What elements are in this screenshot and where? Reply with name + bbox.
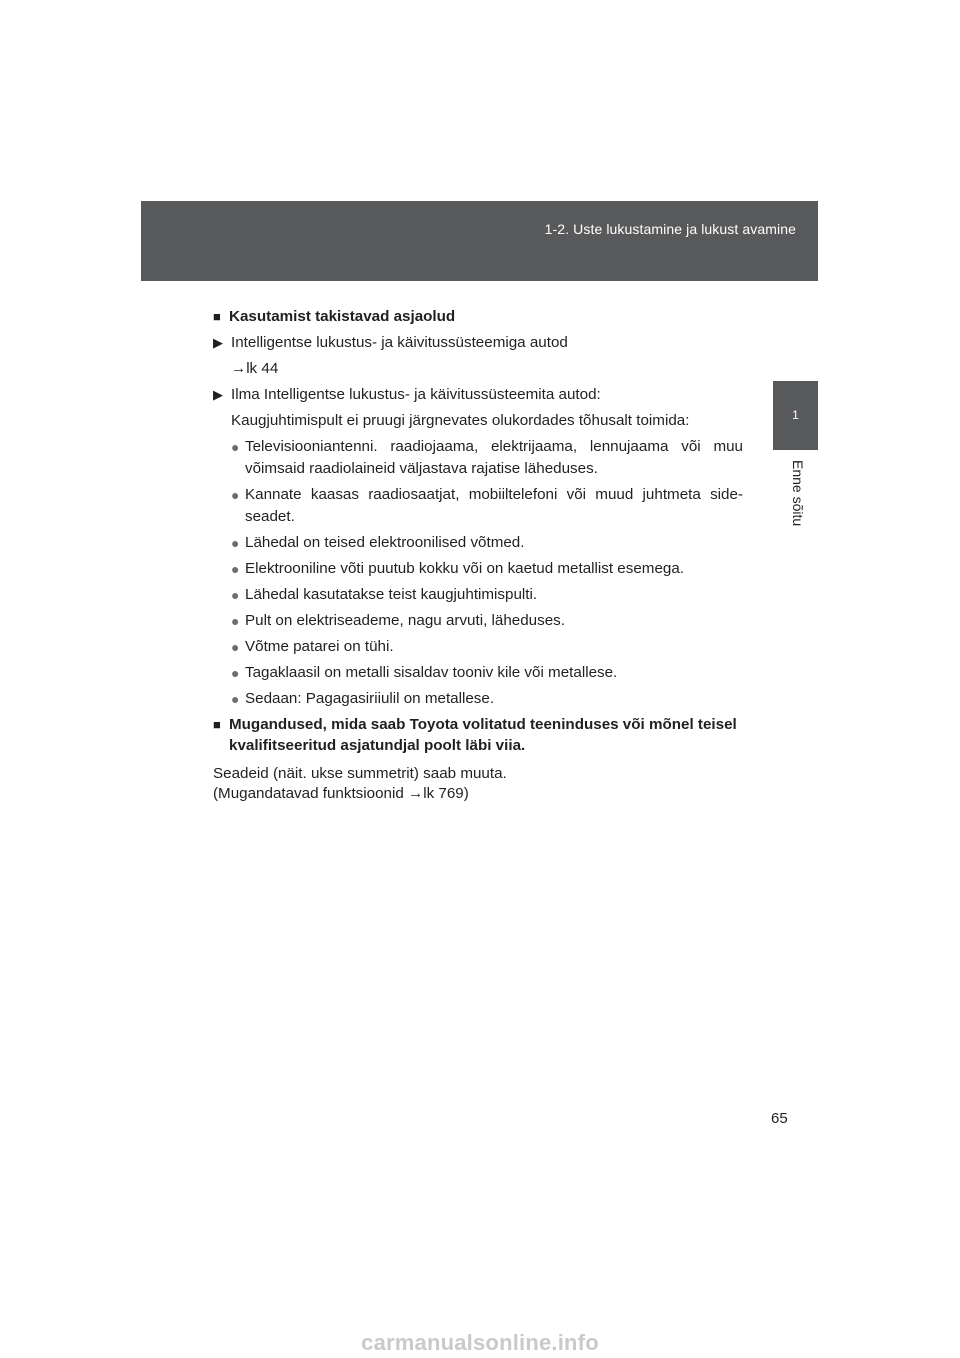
section-heading-text: Mugandused, mida saab Toyota volitatud teeninduses või mõnel teisel kvalifitseeritud asjatundjal poolt läbi viia. bbox=[229, 716, 737, 754]
bullet-icon: ● bbox=[231, 665, 240, 681]
section-heading-text: Kasutamist takistavad asjaolud bbox=[229, 308, 456, 325]
list-item-text: Kannate kaasas raadiosaatjat, mobiiltelefoni või muud juhtmeta side-seadet. bbox=[245, 486, 743, 525]
page-number: 65 bbox=[771, 1110, 788, 1127]
bullet-list bbox=[213, 436, 743, 710]
list-item-text: Pult on elektriseademe, nagu arvuti, läheduses. bbox=[245, 612, 565, 629]
bullet-icon: ● bbox=[231, 613, 240, 629]
note-reference: (Mugandatavad funktsioonid →lk 769) bbox=[213, 785, 469, 802]
list-item bbox=[231, 636, 743, 658]
chapter-label: Enne sõitu bbox=[790, 460, 806, 527]
list-item bbox=[231, 688, 743, 710]
list-item bbox=[231, 558, 743, 580]
list-item bbox=[231, 436, 743, 480]
bullet-icon: ● bbox=[231, 487, 240, 503]
list-item bbox=[231, 610, 743, 632]
list-item bbox=[231, 532, 743, 554]
chapter-tab bbox=[773, 381, 818, 450]
triangle-bullet-icon: ▶ bbox=[213, 387, 223, 402]
list-item-text: Tagaklaasil on metalli sisaldav tooniv kile või metallese. bbox=[245, 664, 618, 681]
list-item-text: Ilma Intelligentse lukustus- ja käivitussüsteemita autod: bbox=[231, 386, 601, 403]
bullet-icon: ● bbox=[231, 561, 240, 577]
list-item bbox=[231, 662, 743, 684]
customization-note bbox=[213, 764, 743, 804]
triangle-bullet-icon: ▶ bbox=[213, 335, 223, 350]
section-heading bbox=[213, 714, 743, 756]
bullet-icon: ● bbox=[231, 439, 240, 455]
page-reference: →lk 44 bbox=[231, 360, 279, 377]
section-title: 1-2. Uste lukustamine ja lukust avamine bbox=[544, 221, 796, 237]
list-item bbox=[213, 332, 743, 354]
page-content bbox=[213, 306, 743, 804]
list-item-text: Intelligentse lukustus- ja käivitussüsteemiga autod bbox=[231, 334, 568, 351]
section-heading bbox=[213, 306, 743, 328]
list-item-text: Elektrooniline võti puutub kokku või on kaetud metallist esemega. bbox=[245, 560, 684, 577]
list-item-text: Sedaan: Pagagasiriiulil on metallese. bbox=[245, 690, 495, 707]
chapter-number: 1 bbox=[792, 408, 799, 422]
list-item bbox=[231, 484, 743, 528]
bullet-icon: ● bbox=[231, 691, 240, 707]
list-item-text: Televisiooniantenni. raadiojaama, elektrijaama, lennujaama või muu võimsaid raadiolaineid väljastava rajatise läheduses. bbox=[245, 438, 743, 477]
square-bullet-icon: ■ bbox=[213, 309, 221, 324]
square-bullet-icon: ■ bbox=[213, 717, 221, 732]
header-band bbox=[141, 201, 818, 281]
watermark[interactable]: carmanualsonline.info bbox=[361, 1330, 599, 1355]
list-item-text: Võtme patarei on tühi. bbox=[245, 638, 394, 655]
list-item-text: Lähedal on teised elektroonilised võtmed. bbox=[245, 534, 525, 551]
list-item bbox=[231, 584, 743, 606]
bullet-icon: ● bbox=[231, 587, 240, 603]
intro-text: Kaugjuhtimispult ei pruugi järgnevates olukordades tõhusalt toimida: bbox=[231, 412, 690, 429]
list-item bbox=[213, 384, 743, 406]
bullet-icon: ● bbox=[231, 639, 240, 655]
list-item-text: Lähedal kasutatakse teist kaugjuhtimispulti. bbox=[245, 586, 538, 603]
bullet-icon: ● bbox=[231, 535, 240, 551]
note-line: Seadeid (näit. ukse summetrit) saab muuta. bbox=[213, 765, 507, 782]
